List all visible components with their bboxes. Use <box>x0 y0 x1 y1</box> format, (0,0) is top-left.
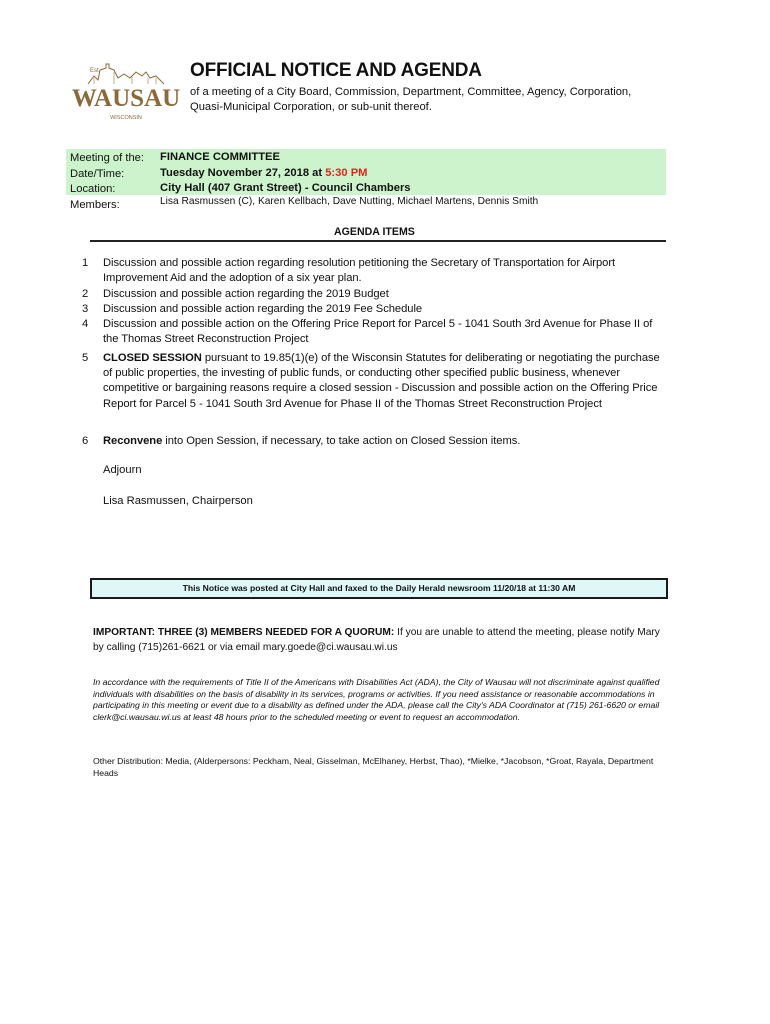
reconvene-label: Reconvene <box>103 435 163 447</box>
meeting-time: 5:30 PM <box>325 166 368 179</box>
meeting-labels <box>70 151 144 213</box>
agenda-item-3: Discussion and possible action regarding the 2019 Fee Schedule <box>103 303 423 315</box>
agenda-item-4: Discussion and possible action on the Offering Price Report for Parcel 5 - 1041 South 3rd Avenue for Phase II of the Thomas Street Reconstruction Project <box>103 318 653 346</box>
wausau-logo <box>71 58 181 124</box>
posted-notice-box: This Notice was posted at City Hall and faxed to the Daily Herald newsroom 11/20/18 at 11:30 AM <box>90 578 668 599</box>
svg-text:WISCONSIN: WISCONSIN <box>110 115 142 121</box>
meeting-datetime: Tuesday November 27, 2018 at 5:30 PM <box>160 166 368 179</box>
logo-wordmark: WAUSAU <box>71 85 181 112</box>
location-label: Location: <box>70 183 116 195</box>
agenda-item-number: 5 <box>82 352 89 364</box>
members-list: Lisa Rasmussen (C), Karen Kellbach, Dave Nutting, Michael Martens, Dennis Smith <box>160 196 539 207</box>
meeting-location: City Hall (407 Grant Street) - Council Chambers <box>160 182 411 194</box>
agenda-divider <box>90 240 666 242</box>
agenda-item-2: Discussion and possible action regarding the 2019 Budget <box>103 288 389 300</box>
agenda-item-number: 4 <box>82 318 89 330</box>
quorum-notice: IMPORTANT: THREE (3) MEMBERS NEEDED FOR A QUORUM: If you are unable to attend the meeting, please notify Mary by calling (715)261-6621 or via email mary.goede@ci.wausau.wi.us <box>93 627 660 653</box>
svg-text:Est.: Est. <box>90 68 101 74</box>
agenda-item-number: 2 <box>82 288 89 300</box>
meeting-label: Meeting of the: <box>70 152 145 164</box>
page-title: OFFICIAL NOTICE AND AGENDA <box>190 60 482 81</box>
page-subtitle: of a meeting of a City Board, Commission, Department, Committee, Agency, Corporation, Quasi-Municipal Corporation, or sub-unit thereof. <box>190 86 632 113</box>
committee-name: FINANCE COMMITTEE <box>160 151 280 163</box>
other-distribution: Other Distribution: Media, (Alderpersons: Peckham, Neal, Gisselman, McElhaney, Herbst, Thao), *Mielke, *Jacobson, *Groat, Rayala, Department Heads <box>93 756 654 778</box>
meeting-values <box>160 150 411 197</box>
ada-notice: In accordance with the requirements of Title II of the Americans with Disabilities Act (ADA), the City of Wausau will not discriminate against qualified individuals with disabilities on the basis of disability in its services, programs or activities. If you need assistance or reasonable accommodations in participating in this meeting or event due to a disability as defined under the ADA, please call the City's ADA Coordinator at (715) 261-6620 or email clerk@ci.wausau.wi.us at least 48 hours prior to the scheduled meeting or event to request an accommodation. <box>93 677 660 723</box>
members-label: Members: <box>70 198 120 211</box>
quorum-heading: IMPORTANT: THREE (3) MEMBERS NEEDED FOR A QUORUM: <box>93 627 395 638</box>
agenda-heading: AGENDA ITEMS <box>334 226 415 238</box>
closed-session-label: CLOSED SESSION <box>103 352 202 364</box>
agenda-item-5: CLOSED SESSION pursuant to 19.85(1)(e) of the Wisconsin Statutes for deliberating or negotiating the purchase of public properties, the investing of public funds, or conducting other specified public business, whenever competitive or bargaining reasons require a closed session - Discussion and possible action on the Offering Price Report for Parcel 5 - 1041 South 3rd Avenue for Phase II of the Thomas Street Reconstruction Project <box>103 352 660 410</box>
chairperson-signature: Lisa Rasmussen, Chairperson <box>103 495 253 507</box>
adjourn-text: Adjourn <box>103 464 142 476</box>
agenda-item-1: Discussion and possible action regarding resolution petitioning the Secretary of Transportation for Airport Improvement Aid and the adoption of a six year plan. <box>103 257 616 285</box>
agenda-item-number: 6 <box>82 435 89 447</box>
agenda-item-number: 3 <box>82 303 89 315</box>
agenda-item-6: Reconvene into Open Session, if necessary, to take action on Closed Session items. <box>103 435 521 447</box>
agenda-item-number: 1 <box>82 257 89 269</box>
datetime-label: Date/Time: <box>70 167 125 180</box>
